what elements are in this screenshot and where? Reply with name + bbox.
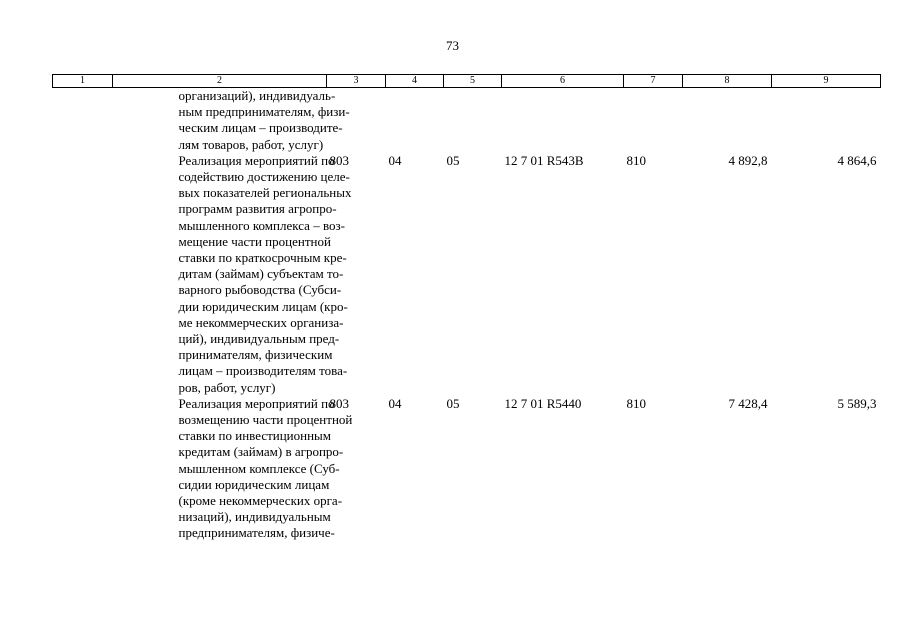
description-line: ческим лицам – производите- xyxy=(178,120,343,136)
header-cell-5: 5 xyxy=(444,75,502,88)
header-cell-6: 6 xyxy=(502,75,624,88)
description-line: ров, работ, услуг) xyxy=(178,379,276,395)
amount-col-8: 4 892,8 xyxy=(728,152,768,168)
row-number-cell xyxy=(53,153,113,396)
description-line: низаций), индивидуальным xyxy=(178,509,331,525)
expense-type-code xyxy=(624,88,683,153)
description-line: вых показателей региональных xyxy=(178,185,352,201)
section-code xyxy=(386,88,444,153)
expense-type-code: 810 xyxy=(626,395,646,411)
description-line: ме некоммерческих организа- xyxy=(178,314,344,330)
expense-type-code: 810 xyxy=(626,152,646,168)
description-line: организаций), индивидуаль- xyxy=(178,88,336,103)
target-article-code: 12 7 01 R543B xyxy=(504,152,584,168)
table-header xyxy=(53,75,881,88)
header-cell-1: 1 xyxy=(53,75,113,88)
target-article-code xyxy=(502,88,624,153)
description-line: мышленного комплекса – воз- xyxy=(178,217,345,233)
row-number-cell xyxy=(53,88,113,153)
description-line: дитам (займам) субъектам то- xyxy=(178,266,344,282)
amount-col-9: 4 864,6 xyxy=(837,152,877,168)
amount-col-9 xyxy=(772,88,881,153)
description-line: предпринимателям, физиче- xyxy=(178,525,335,541)
header-cell-2: 2 xyxy=(113,75,327,88)
subsection-code xyxy=(444,88,502,153)
header-cell-3: 3 xyxy=(327,75,386,88)
description-line: Реализация мероприятий по xyxy=(178,395,335,411)
table-row xyxy=(53,88,881,153)
description-line: варного рыбоводства (Субси- xyxy=(178,282,342,298)
budget-table xyxy=(52,74,881,542)
page-number: 73 xyxy=(446,38,459,53)
amount-col-8: 7 428,4 xyxy=(728,395,768,411)
section-code: 04 xyxy=(388,395,402,411)
description-line: ставки по краткосрочным кре- xyxy=(178,250,347,266)
description-line: лям товаров, работ, услуг) xyxy=(178,136,324,152)
description-line: ным предпринимателям, физи- xyxy=(178,104,350,120)
description-line: ций), индивидуальным пред- xyxy=(178,331,340,347)
description-line: дии юридическим лицам (кро- xyxy=(178,298,348,314)
row-description xyxy=(113,88,350,153)
ministry-code: 803 xyxy=(329,395,349,411)
description-line: лицам – производителям това- xyxy=(178,363,348,379)
amount-col-8 xyxy=(683,88,772,153)
header-cell-7: 7 xyxy=(624,75,683,88)
description-line: кредитам (займам) в агропро- xyxy=(178,444,344,460)
table-row xyxy=(53,153,881,396)
section-code: 04 xyxy=(388,152,402,168)
description-line: возмещению части процентной xyxy=(178,412,353,428)
description-line: содействию достижению целе- xyxy=(178,169,350,185)
description-line: принимателям, физическим xyxy=(178,347,333,363)
header-cell-4: 4 xyxy=(386,75,444,88)
subsection-code: 05 xyxy=(446,395,460,411)
header-cell-8: 8 xyxy=(683,75,772,88)
ministry-code: 803 xyxy=(329,152,349,168)
description-line: мещение части процентной xyxy=(178,233,331,249)
header-cell-9: 9 xyxy=(772,75,881,88)
description-line: (кроме некоммерческих орга- xyxy=(178,493,343,509)
table-row xyxy=(53,396,881,542)
description-line: мышленном комплексе (Суб- xyxy=(178,460,340,476)
row-number-cell xyxy=(53,396,113,542)
description-line: сидии юридическим лицам xyxy=(178,476,330,492)
amount-col-9: 5 589,3 xyxy=(837,395,877,411)
description-line: программ развития агропро- xyxy=(178,201,337,217)
subsection-code: 05 xyxy=(446,152,460,168)
description-line: ставки по инвестиционным xyxy=(178,428,332,444)
target-article-code: 12 7 01 R5440 xyxy=(504,395,582,411)
description-line: Реализация мероприятий по xyxy=(178,152,335,168)
table-body xyxy=(53,88,881,542)
